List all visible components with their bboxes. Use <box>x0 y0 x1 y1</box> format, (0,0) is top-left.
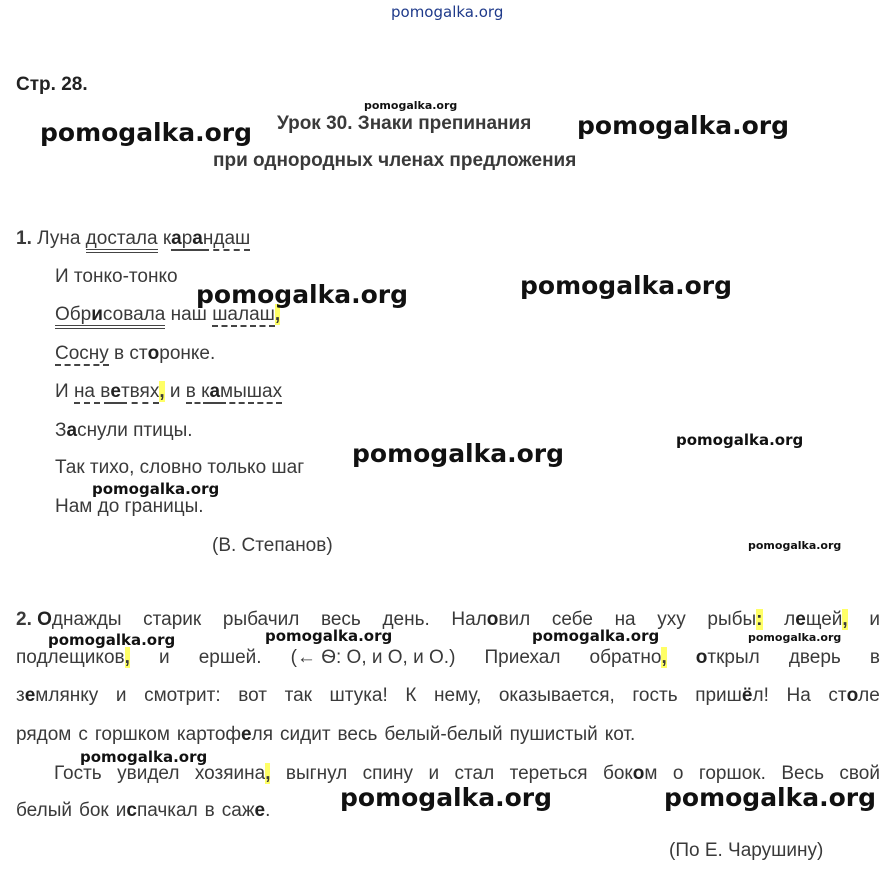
word: рыбы: <box>707 609 763 630</box>
exercise2-line3 <box>16 685 880 711</box>
word: день. <box>382 609 430 630</box>
word: подлещиков, <box>16 647 130 668</box>
word-part: р <box>181 228 193 249</box>
stressed-letter: е <box>110 381 121 402</box>
word-part: к <box>157 228 172 249</box>
word-part: З <box>55 420 67 441</box>
watermark: pomogalka.org <box>520 271 733 300</box>
stressed-letter: а <box>209 381 221 402</box>
watermark: pomogalka.org <box>48 631 176 649</box>
word: ронке. <box>159 343 216 364</box>
word: тереться <box>509 763 588 784</box>
word: и <box>428 763 440 784</box>
watermark: pomogalka.org <box>532 627 660 645</box>
word: рядом <box>16 724 72 745</box>
word: и <box>164 381 186 402</box>
word: стал <box>454 763 495 784</box>
watermark: pomogalka.org <box>352 439 565 468</box>
word: гость <box>632 685 678 706</box>
word: весь <box>337 724 378 745</box>
word: рыбачил <box>222 609 300 630</box>
highlighted-comma: , <box>159 381 165 402</box>
exercise1-number: 1. <box>16 228 32 249</box>
word: пушистый <box>509 724 598 745</box>
watermark: pomogalka.org <box>92 480 220 498</box>
word: спину <box>362 763 414 784</box>
watermark: pomogalka.org <box>664 783 877 812</box>
word: Гость <box>54 763 102 784</box>
word: Наловил <box>451 609 531 630</box>
word: в <box>869 647 880 668</box>
stressed-letter: и <box>91 304 103 329</box>
word: Луна <box>37 228 86 249</box>
word: и <box>158 647 170 668</box>
exercise1-line7: Так тихо, словно только шаг <box>55 457 305 478</box>
object-word: шалаш <box>212 304 275 325</box>
word: Весь <box>781 763 824 784</box>
word: выгнул <box>285 763 348 784</box>
word: о <box>672 763 684 784</box>
watermark: pomogalka.org <box>676 431 804 449</box>
word: уху <box>657 609 686 630</box>
word: с <box>78 724 88 745</box>
word: свой <box>839 763 880 784</box>
word-part: совала <box>103 304 165 329</box>
word: наш <box>165 304 213 325</box>
word: землянку <box>16 685 99 706</box>
word: хозяина, <box>194 763 271 784</box>
word-part: мышах <box>220 381 283 402</box>
word: увидел <box>117 763 180 784</box>
word: на <box>614 609 636 630</box>
exercise1-author: (В. Степанов) <box>212 535 333 556</box>
exercise1-line6 <box>55 420 193 442</box>
exercise2-author: (По Е. Чарушину) <box>669 840 824 861</box>
site-watermark-top: pomogalka.org <box>391 3 504 21</box>
exercise2-line2 <box>16 647 880 673</box>
stressed-letter: а <box>66 420 78 441</box>
word: белый <box>16 800 72 821</box>
word-part: твях <box>120 381 160 402</box>
word: К <box>405 685 417 706</box>
word: дверь <box>788 647 841 668</box>
word-part: на в <box>73 381 111 402</box>
watermark: pomogalka.org <box>80 748 208 766</box>
scheme: (← Ѳ: О, и О, и О.) <box>290 647 456 668</box>
word: вот <box>238 685 267 706</box>
word-part: ндаш <box>202 228 251 249</box>
highlighted-comma: , <box>274 304 281 325</box>
word: лещей, <box>784 609 848 630</box>
exercise1-line4 <box>55 343 215 365</box>
word: испачкал <box>115 800 198 821</box>
word: столе <box>828 685 880 706</box>
word: саже. <box>221 800 271 821</box>
exercise2-line4 <box>16 724 880 750</box>
word: На <box>786 685 811 706</box>
predicate-word: достала <box>86 228 158 253</box>
word: картофеля <box>176 724 273 745</box>
word: нему, <box>434 685 482 706</box>
word: весь <box>320 609 361 630</box>
word: открыл <box>695 647 760 668</box>
word: и <box>869 609 880 630</box>
stressed-letter: о <box>147 343 160 364</box>
watermark: pomogalka.org <box>265 627 393 645</box>
exercise1-line1 <box>16 228 250 250</box>
word: ершей. <box>198 647 262 668</box>
word: пришёл! <box>695 685 769 706</box>
watermark: pomogalka.org <box>340 783 553 812</box>
word: смотрит: <box>144 685 221 706</box>
word: кот. <box>604 724 636 745</box>
watermark: pomogalka.org <box>196 280 409 309</box>
word: 2. Однажды <box>16 609 122 630</box>
word: сидит <box>280 724 331 745</box>
word-part: Обр <box>55 304 91 329</box>
word: штука! <box>329 685 388 706</box>
object-word: Сосну <box>55 343 109 364</box>
lesson-title-line1: Урок 30. Знаки препинания <box>277 113 532 134</box>
exercise1-line8: Нам до границы. <box>55 496 204 517</box>
lesson-title-line2: при однородных членах предложения <box>213 150 577 171</box>
word: снули птицы. <box>77 420 193 441</box>
watermark: pomogalka.org <box>40 118 253 147</box>
page-label: Стр. 28. <box>16 74 88 95</box>
word: оказывается, <box>498 685 615 706</box>
word: и <box>115 685 127 706</box>
word: Приехал <box>484 647 561 668</box>
word: в ст <box>108 343 148 364</box>
watermark: pomogalka.org <box>364 99 458 112</box>
word: И <box>55 381 74 402</box>
exercise1-line5 <box>55 381 282 403</box>
watermark: pomogalka.org <box>748 631 842 644</box>
exercise1-line2: И тонко-тонко <box>55 266 178 287</box>
word: боком <box>602 763 658 784</box>
word: горшок. <box>698 763 766 784</box>
stressed-letter: а <box>171 228 182 249</box>
word: себе <box>551 609 593 630</box>
word: белый-белый <box>384 724 503 745</box>
word: старик <box>143 609 202 630</box>
word-part: в к <box>185 381 210 402</box>
watermark: pomogalka.org <box>748 539 842 552</box>
word: горшком <box>94 724 170 745</box>
word: бок <box>78 800 109 821</box>
watermark: pomogalka.org <box>577 111 790 140</box>
word: в <box>204 800 215 821</box>
word: так <box>284 685 312 706</box>
word: обратно, <box>589 647 667 668</box>
stressed-letter: а <box>192 228 203 249</box>
